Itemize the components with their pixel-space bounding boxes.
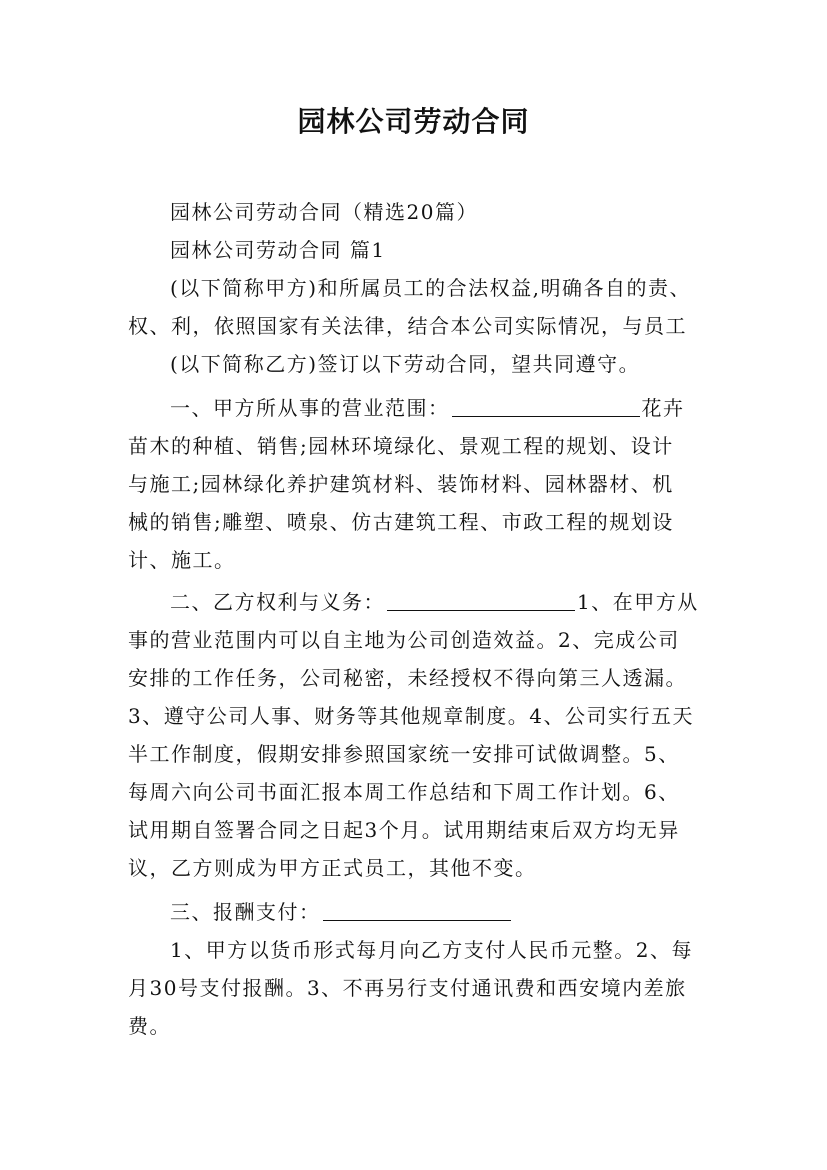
section2-line-1: 事的营业范围内可以自主地为公司创造效益。2、完成公司 bbox=[128, 628, 680, 652]
section2-after-blank: 1、在甲方从 bbox=[577, 590, 699, 614]
section2-line-7: 议，乙方则成为甲方正式员工，其他不变。 bbox=[128, 856, 537, 880]
intro-line-1: (以下简称甲方)和所属员工的合法权益,明确各自的责、 bbox=[170, 276, 691, 300]
section1-line-2: 与施工;园林绿化养护建筑材料、装饰材料、园林器材、机 bbox=[128, 472, 674, 496]
section1-heading-line bbox=[170, 394, 760, 422]
section2-line-3: 3、遵守公司人事、财务等其他规章制度。4、公司实行五天 bbox=[128, 704, 694, 728]
document-title: 园林公司劳动合同 bbox=[297, 105, 530, 138]
fill-in-blank bbox=[323, 900, 511, 921]
section2-heading: 二、乙方权利与义务： bbox=[170, 590, 385, 614]
section1-line-3: 械的销售;雕塑、喷泉、仿古建筑工程、市政工程的规划设 bbox=[128, 510, 674, 534]
section2-heading-line bbox=[170, 588, 760, 616]
fill-in-blank bbox=[452, 396, 640, 417]
section3-line-1: 1、甲方以货币形式每月向乙方支付人民币元整。2、每 bbox=[170, 938, 693, 962]
chapter-line: 园林公司劳动合同 篇1 bbox=[170, 238, 386, 262]
section1-after-blank: 花卉 bbox=[641, 396, 685, 420]
section3-line-2: 月30号支付报酬。3、不再另行支付通讯费和西安境内差旅 bbox=[128, 976, 687, 1000]
intro-line-2: 权、利，依照国家有关法律，结合本公司实际情况，与员工 bbox=[128, 314, 687, 338]
section2-line-4: 半工作制度，假期安排参照国家统一安排可试做调整。5、 bbox=[128, 742, 680, 766]
section1-line-4: 计、施工。 bbox=[128, 548, 236, 572]
fill-in-blank bbox=[387, 590, 575, 611]
section2-line-2: 安排的工作任务，公司秘密，未经授权不得向第三人透漏。 bbox=[128, 666, 687, 690]
subtitle-line: 园林公司劳动合同（精选20篇） bbox=[170, 200, 478, 224]
section1-heading: 一、甲方所从事的营业范围： bbox=[170, 396, 450, 420]
intro-line-3: (以下简称乙方)签订以下劳动合同，望共同遵守。 bbox=[170, 352, 641, 376]
section3-heading: 三、报酬支付： bbox=[170, 900, 321, 924]
section2-line-5: 每周六向公司书面汇报本周工作总结和下周工作计划。6、 bbox=[128, 780, 680, 804]
section3-heading-line bbox=[170, 898, 760, 926]
section2-line-6: 试用期自签署合同之日起3个月。试用期结束后双方均无异 bbox=[128, 818, 680, 842]
section3-line-3: 费。 bbox=[128, 1014, 171, 1038]
section1-line-1: 苗木的种植、销售;园林环境绿化、景观工程的规划、设计 bbox=[128, 434, 674, 458]
